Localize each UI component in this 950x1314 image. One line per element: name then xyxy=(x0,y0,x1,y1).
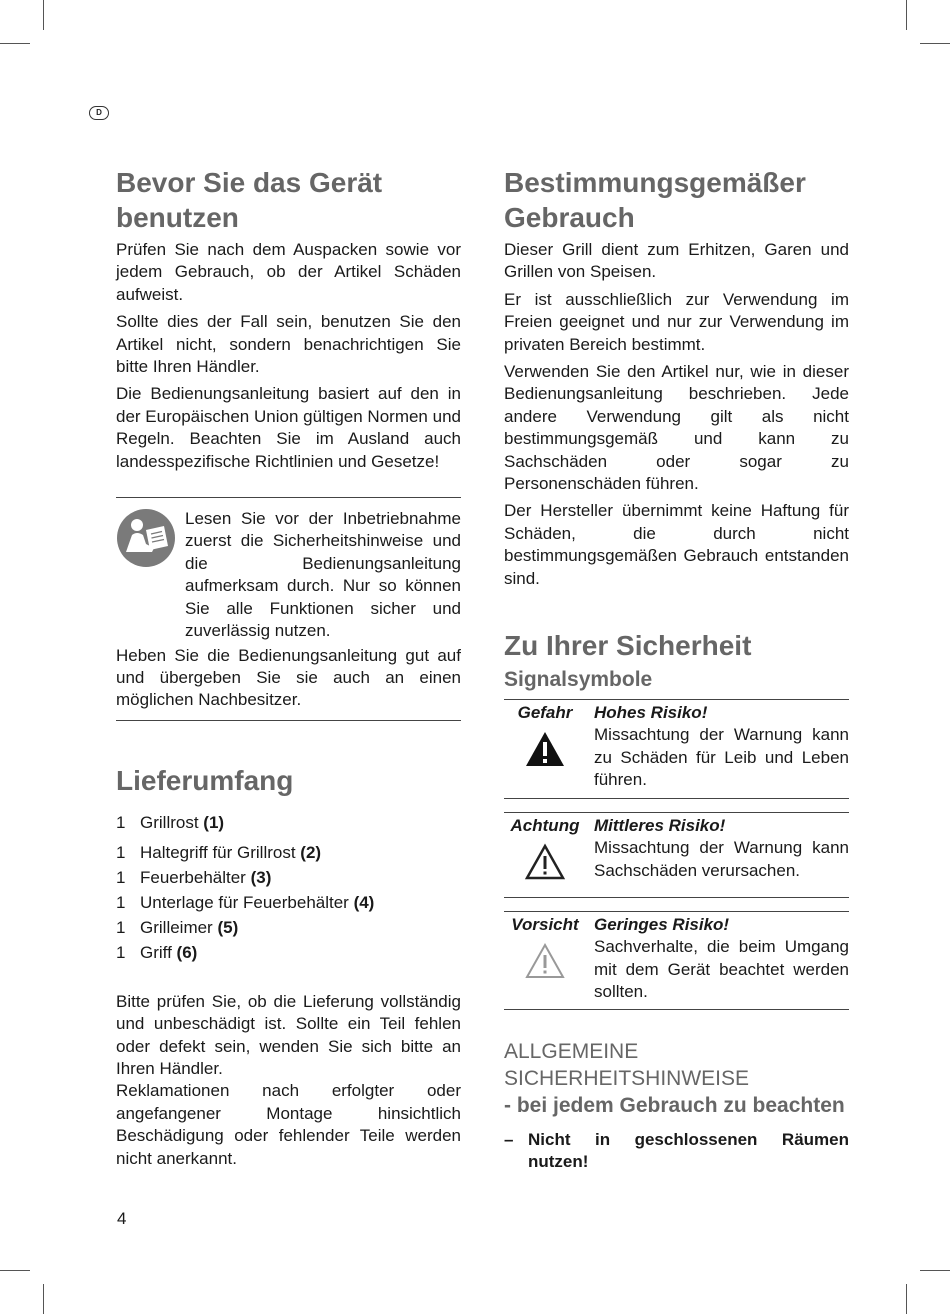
paragraph: Dieser Grill dient zum Erhitzen, Garen und Grillen von Speisen. xyxy=(504,240,849,282)
signal-row xyxy=(504,912,849,1006)
danger-warning-icon xyxy=(504,730,586,773)
before-use-title: Bevor Sie das Gerät benutzen xyxy=(116,167,383,233)
crop-mark xyxy=(920,1270,950,1271)
divider xyxy=(504,798,849,799)
signal-table xyxy=(504,699,849,1009)
paragraph: Der Hersteller übernimmt keine Haftung für Schäden, die durch nicht bestimmungsgemäßen Gebrauch entstanden sind. xyxy=(504,501,849,588)
general-safety-heading: SICHERHEITSHINWEISE xyxy=(504,1066,750,1090)
paragraph: Prüfen Sie nach dem Auspacken sowie vor jedem Gebrauch, ob der Artikel Schäden aufweist. xyxy=(116,240,461,304)
signal-text: Sachverhalte, die beim Umgang mit dem Gerät beachtet werden sollten. xyxy=(594,937,849,1002)
signal-word: Gefahr xyxy=(517,703,573,723)
paragraph: Verwenden Sie den Artikel nur, wie in dieser Bedienungsanleitung beschrieben. Jede andere Verwendung gilt als nicht bestimmungsgemäß und kann zu Sachschäden oder sogar zu Personenschäden führen. xyxy=(504,362,849,494)
divider xyxy=(116,497,461,498)
signal-word: Vorsicht xyxy=(511,915,579,935)
right-column xyxy=(504,165,849,1173)
risk-level: Mittleres Risiko! xyxy=(594,816,726,836)
delivery-list xyxy=(116,812,461,964)
paragraph: Reklamationen nach erfolgter oder angefangener Montage hinsichtlich Beschädigung oder fehlender Teile werden nicht anerkannt. xyxy=(116,1081,461,1168)
signal-text: Missachtung der Warnung kann Sachschäden verursachen. xyxy=(594,838,849,880)
left-column xyxy=(116,165,461,1175)
crop-mark xyxy=(0,43,30,44)
notice-warning-icon xyxy=(504,942,586,985)
general-safety-subheading: - bei jedem Gebrauch zu beachten xyxy=(504,1093,845,1117)
safety-title: Zu Ihrer Sicherheit xyxy=(504,630,752,662)
signal-row xyxy=(504,700,849,794)
general-safety-heading: ALLGEMEINE xyxy=(504,1039,639,1063)
signal-symbols-subtitle: Signalsymbole xyxy=(504,668,653,692)
crop-mark xyxy=(43,0,44,30)
risk-level: Hohes Risiko! xyxy=(594,703,708,723)
signal-text: Missachtung der Warnung kann zu Schäden für Leib und Leben führen. xyxy=(594,725,849,789)
language-badge: D xyxy=(89,106,109,120)
read-manual-icon xyxy=(116,508,176,642)
paragraph: Er ist ausschließlich zur Verwendung im Freien geeignet und nur zur Verwendung im privaten Bereich bestimmt. xyxy=(504,289,849,354)
safety-instruction xyxy=(504,1129,849,1173)
list-item: 1 Feuerbehälter (3) xyxy=(116,867,272,887)
crop-mark xyxy=(920,43,950,44)
risk-level: Geringes Risiko! xyxy=(594,915,730,935)
crop-mark xyxy=(906,0,907,30)
signal-row xyxy=(504,813,849,889)
caution-warning-icon xyxy=(504,843,586,886)
divider xyxy=(116,720,461,721)
signal-word: Achtung xyxy=(510,816,580,836)
list-item: 1 Haltegriff für Grillrost (2) xyxy=(116,842,322,862)
crop-mark xyxy=(0,1270,30,1271)
paragraph: Heben Sie die Bedienungsanleitung gut auf und übergeben Sie sie auch an einen möglichen Nachbesitzer. xyxy=(116,645,461,710)
notice-text: Lesen Sie vor der Inbetriebnahme zuerst die Sicherheitshinweise und die Bedienungsanleitung aufmerksam durch. Nur so können Sie alle Funktionen sicher und zuverlässig nutzen. xyxy=(185,509,461,641)
list-item: 1 Grilleimer (5) xyxy=(116,917,239,937)
paragraph: Sollte dies der Fall sein, benutzen Sie den Artikel nicht, sondern benachrichtigen Sie bitte Ihren Händler. xyxy=(116,312,461,377)
paragraph: Die Bedienungsanleitung basiert auf den in der Europäischen Union gültigen Normen und Regeln. Beachten Sie im Ausland auch landesspezifische Richtlinien und Gesetze! xyxy=(116,384,461,471)
dash-bullet: – xyxy=(504,1129,514,1149)
list-item: 1 Unterlage für Feuerbehälter (4) xyxy=(116,892,375,912)
crop-mark xyxy=(906,1284,907,1314)
delivery-title: Lieferumfang xyxy=(116,764,294,796)
crop-mark xyxy=(43,1284,44,1314)
divider xyxy=(504,897,849,898)
page-number: 4 xyxy=(117,1209,127,1228)
intended-use-title: Bestimmungsgemäßer Gebrauch xyxy=(504,167,806,233)
divider xyxy=(504,1009,849,1010)
safety-instruction-text: Nicht in geschlossenen Räumen nutzen! xyxy=(528,1129,849,1171)
paragraph: Bitte prüfen Sie, ob die Lieferung vollständig und unbeschädigt ist. Sollte ein Teil fehlen oder defekt sein, wenden Sie sich bitte an Ihren Händler. xyxy=(116,991,461,1078)
list-item: 1 Grillrost (1) xyxy=(116,812,225,832)
list-item: 1 Griff (6) xyxy=(116,942,198,962)
manual-notice xyxy=(116,508,461,642)
